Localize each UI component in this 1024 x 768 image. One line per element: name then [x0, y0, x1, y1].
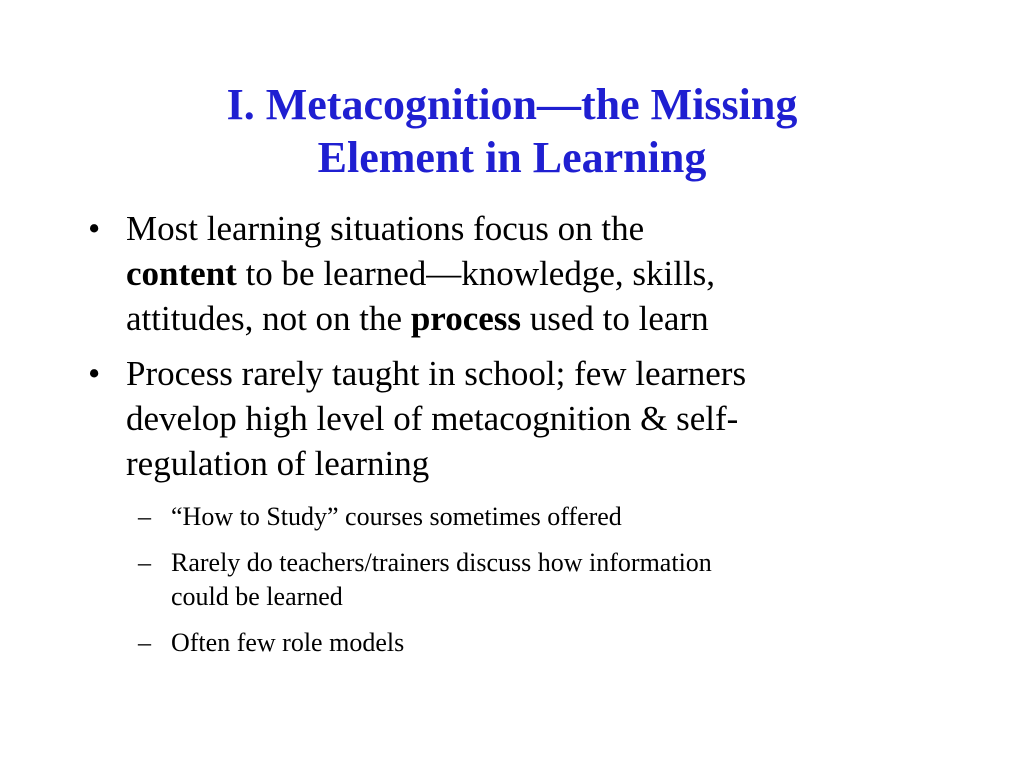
bold-term-process: process [410, 299, 522, 338]
sub-bullet-marker: – [138, 502, 151, 531]
sub-bullet-marker: – [138, 628, 151, 657]
sub-bullet-item [126, 626, 986, 660]
bullet-item [86, 351, 986, 660]
bullet-line: regulation of learning [126, 444, 430, 483]
slide-title [100, 78, 924, 184]
bullet-text: attitudes, not on the [126, 299, 411, 338]
bullet-line [126, 296, 986, 341]
bullet-line: Most learning situations focus on the [126, 209, 645, 248]
sub-bullet-line: Often few role models [171, 628, 405, 657]
title-line-2: Element in Learning [317, 133, 707, 182]
sub-bullet-marker: – [138, 548, 151, 577]
bullet-line: develop high level of metacognition & self- [126, 399, 739, 438]
bullet-marker: • [88, 209, 101, 248]
bullet-marker: • [88, 354, 101, 393]
sub-bullet-item [126, 546, 986, 614]
bullet-list [86, 206, 986, 672]
bullet-text: to be learned—knowledge, skills, [236, 254, 716, 293]
bullet-text: used to learn [521, 299, 709, 338]
bullet-line [126, 251, 986, 296]
sub-bullet-list [126, 500, 986, 660]
bullet-item [86, 206, 986, 341]
sub-bullet-line: could be learned [171, 582, 343, 611]
title-line-1: I. Metacognition—the Missing [226, 80, 798, 129]
bold-term-content: content [126, 254, 237, 293]
sub-bullet-line: Rarely do teachers/trainers discuss how information [171, 548, 712, 577]
bullet-line: Process rarely taught in school; few learners [126, 354, 747, 393]
sub-bullet-line: “How to Study” courses sometimes offered [171, 502, 622, 531]
sub-bullet-item [126, 500, 986, 534]
